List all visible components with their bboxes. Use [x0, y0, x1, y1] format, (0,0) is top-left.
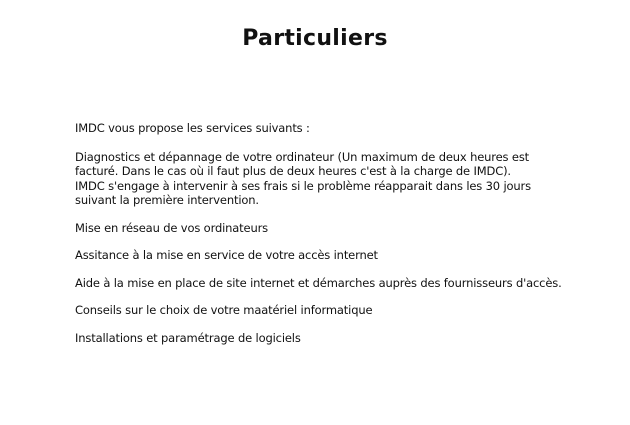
service-item-internet-setup — [75, 248, 623, 263]
service-line: IMDC s'engage à intervenir à ses frais si le problème réapparait dans les 30 jours — [75, 178, 531, 193]
service-line: Conseils sur le choix de votre maatériel informatique — [75, 303, 373, 317]
service-line: Assitance à la mise en service de votre accès internet — [75, 248, 378, 262]
service-item-diagnostics — [75, 150, 623, 208]
service-line: facturé. Dans le cas où il faut plus de deux heures c'est à la charge de IMDC). — [75, 164, 511, 178]
service-item-networking — [75, 221, 623, 236]
service-item-website-help — [75, 276, 623, 291]
service-line: Diagnostics et dépannage de votre ordinateur (Un maximum de deux heures est — [75, 149, 530, 164]
service-line: Aide à la mise en place de site internet et démarches auprès des fournisseurs d'accès. — [75, 275, 562, 290]
intro-text: IMDC vous propose les services suivants : — [75, 121, 310, 135]
service-line: Mise en réseau de vos ordinateurs — [75, 220, 269, 235]
services-content — [75, 121, 623, 358]
service-item-software-install — [75, 331, 623, 346]
service-item-hardware-advice — [75, 303, 623, 318]
service-line: suivant la première intervention. — [75, 193, 259, 207]
service-line: Installations et paramétrage de logiciels — [75, 330, 301, 345]
page-title: Particuliers — [242, 26, 388, 51]
